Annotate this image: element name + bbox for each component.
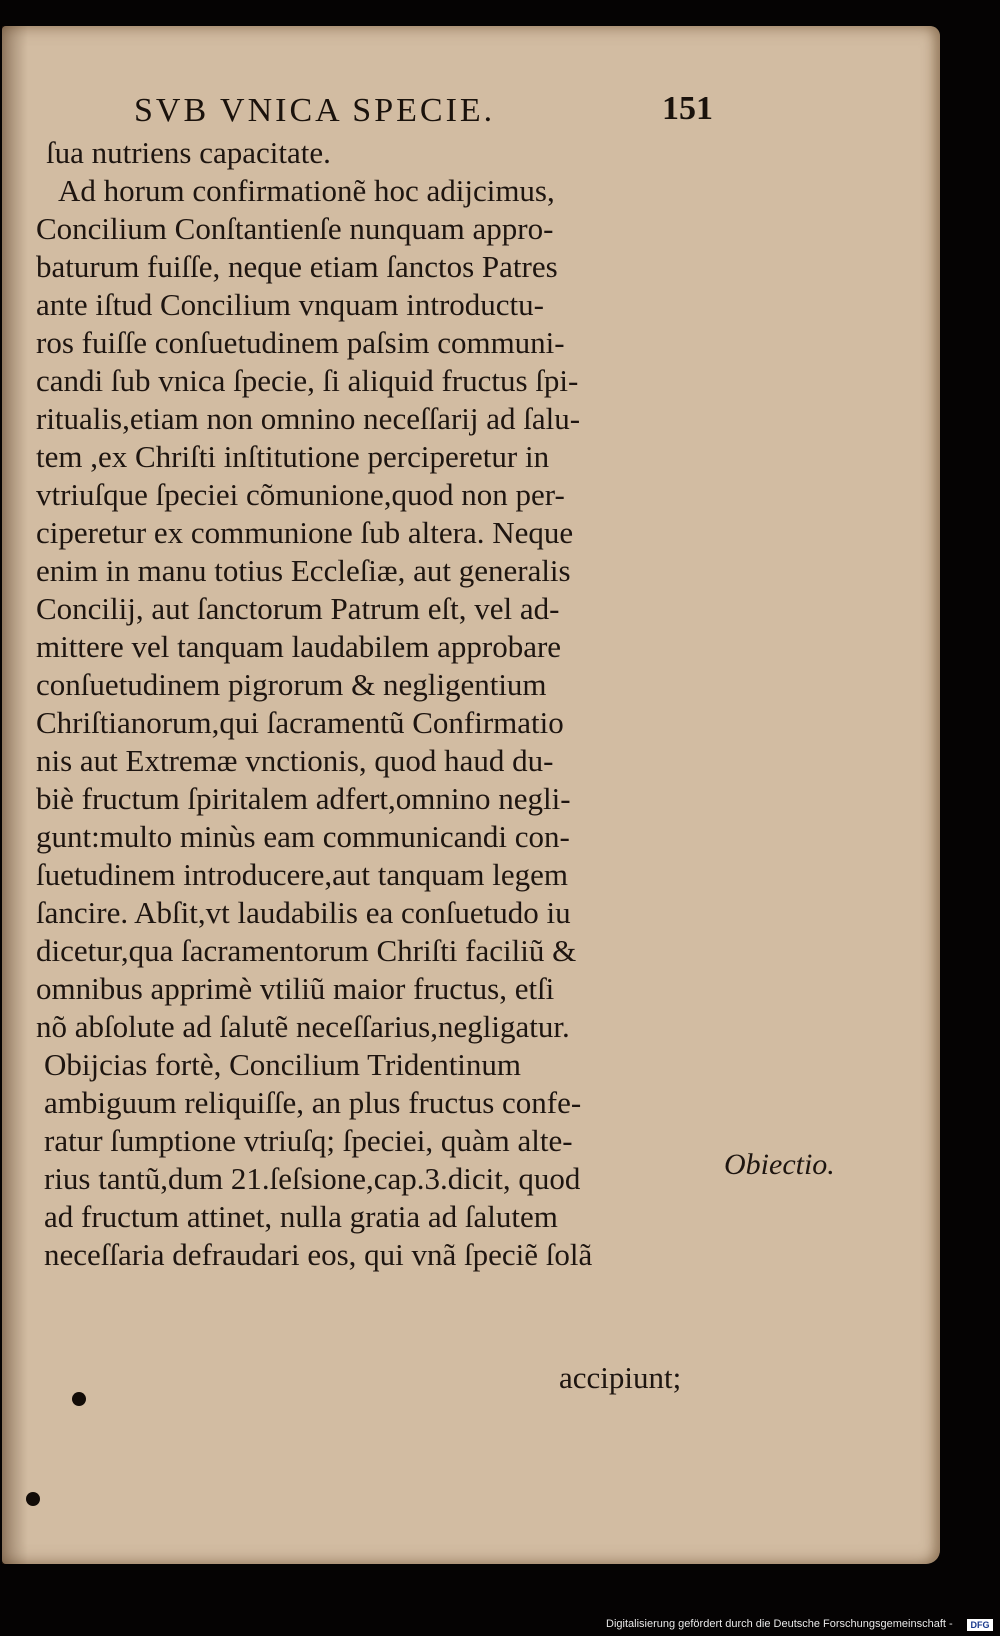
text-line: Ad horum confirmationẽ hoc adijcimus, — [58, 173, 555, 208]
text-line: ros fuiſſe conſuetudinem paſsim communi- — [36, 325, 565, 360]
page-number: 151 — [662, 90, 713, 127]
ink-dot — [26, 1492, 40, 1506]
text-line: nis aut Extremæ vnctionis, quod haud du- — [36, 743, 554, 778]
running-head: SVB VNICA SPECIE. — [134, 92, 496, 129]
dfg-logo: DFG — [967, 1619, 993, 1631]
text-line: ſancire. Abſit,vt laudabilis ea conſuetudo iu — [36, 895, 571, 930]
text-line: baturum fuiſſe, neque etiam ſanctos Patres — [36, 249, 558, 284]
text-line: mittere vel tanquam laudabilem approbare — [36, 629, 562, 664]
text-line: Concilium Conſtantienſe nunquam appro- — [36, 211, 554, 246]
text-line: ritualis,etiam non omnino neceſſarij ad ſalu- — [36, 401, 581, 436]
text-line: tem ,ex Chriſti inſtitutione perciperetur in — [36, 439, 550, 474]
text-line: ſua nutriens capacitate. — [46, 135, 331, 170]
text-line: dicetur,qua ſacramentorum Chriſti faciliũ & — [36, 933, 577, 968]
text-line: conſuetudinem pigrorum & negligentium — [36, 667, 547, 702]
text-line: ambiguum reliquiſſe, an plus fructus confe- — [44, 1085, 582, 1120]
text-line: omnibus apprimè vtiliũ maior fructus, etſi — [36, 971, 555, 1006]
text-line: rius tantũ,dum 21.ſeſsione,cap.3.dicit, quod — [44, 1161, 581, 1196]
text-line: ante iſtud Concilium vnquam introductu- — [36, 287, 544, 322]
text-line: Concilij, aut ſanctorum Patrum eſt, vel ad- — [36, 591, 560, 626]
text-line: Obijcias fortè, Concilium Tridentinum — [44, 1047, 522, 1082]
text-line: enim in manu totius Eccleſiæ, aut generalis — [36, 553, 571, 588]
margin-note: Obiectio. — [724, 1148, 835, 1181]
text-line: ciperetur ex communione ſub altera. Neque — [36, 515, 574, 550]
text-line: biè fructum ſpiritalem adfert,omnino negli- — [36, 781, 571, 816]
text-line: candi ſub vnica ſpecie, ſi aliquid fructus ſpi- — [36, 363, 579, 398]
ink-dot — [72, 1392, 86, 1406]
text-line: ratur ſumptione vtriuſq; ſpeciei, quàm alte- — [44, 1123, 573, 1158]
text-line: ad fructum attinet, nulla gratia ad ſalutem — [44, 1199, 558, 1234]
text-line: gunt:multo minùs eam communicandi con- — [36, 819, 570, 854]
text-line: vtriuſque ſpeciei cõmunione,quod non per- — [36, 477, 565, 512]
text-line: neceſſaria defraudari eos, qui vnã ſpeciẽ ſolã — [44, 1237, 593, 1272]
text-line: ſuetudinem introducere,aut tanquam legem — [36, 857, 568, 892]
text-line: nõ abſolute ad ſalutẽ neceſſarius,negligatur. — [36, 1009, 570, 1044]
spine-shadow — [2, 26, 28, 1564]
footer-credit: Digitalisierung gefördert durch die Deutsche Forschungsgemeinschaft - — [606, 1618, 953, 1630]
catchword: accipiunt; — [559, 1360, 682, 1395]
text-line: Chriſtianorum,qui ſacramentũ Confirmatio — [36, 705, 564, 740]
